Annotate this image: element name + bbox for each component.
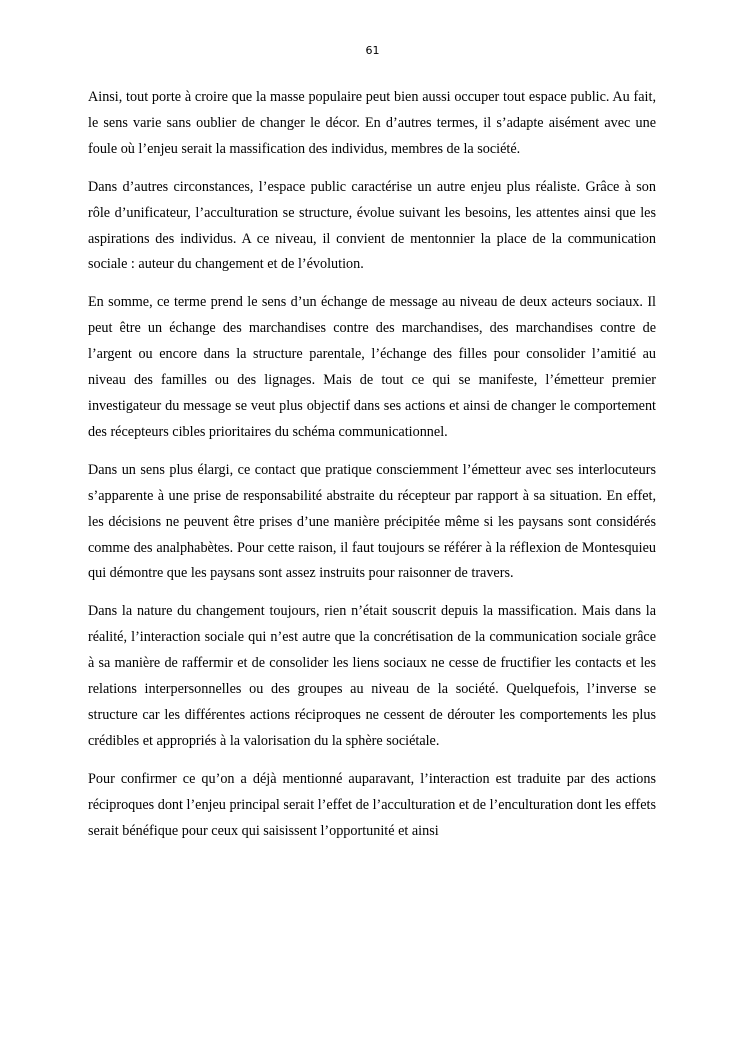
paragraph-continued: Pour confirmer ce qu’on a déjà mentionné auparavant, l’interaction est traduite par des actions réciproques dont l’enjeu principal serait l’effet de l’acculturation et de l’enculturation dont les effets serait bénéfique pour ceux qui saisissent l’opportunité et ainsi (88, 770, 656, 839)
paragraph: En somme, ce terme prend le sens d’un échange de message au niveau de deux acteurs sociaux. Il peut être un échange des marchandises contre des marchandises, des marchandises contre de l’argent ou encore dans la structure parentale, l’échange des filles pour consolider l’amitié au niveau des familles ou des lignages. Mais de tout ce qui se manifeste, l’émetteur premier investigateur du message se veut plus objectif dans ses actions et ainsi de changer le comportement des récepteurs cibles prioritaires du schéma communicationnel. (88, 294, 656, 440)
page-number: 61 (365, 44, 380, 57)
paragraph: Ainsi, tout porte à croire que la masse populaire peut bien aussi occuper tout espace public. Au fait, le sens varie sans oublier de changer le décor. En d’autres termes, il s’adapte aisément avec une foule où l’enjeu serait la massification des individus, membres de la société. (88, 89, 656, 157)
paragraph: Dans d’autres circonstances, l’espace public caractérise un autre enjeu plus réaliste. Grâce à son rôle d’unificateur, l’acculturation se structure, évolue suivant les besoins, les attentes ainsi que les aspirations des individus. A ce niveau, il convient de mentonnier la place de la communication sociale : auteur du changement et de l’évolution. (88, 178, 656, 273)
paragraph: Dans la nature du changement toujours, rien n’était souscrit depuis la massification. Mais dans la réalité, l’interaction sociale qui n’est autre que la concrétisation de la communication sociale grâce à sa manière de raffermir et de consolider les liens sociaux ne cesse de fructifier les contacts et les relations interpersonnelles ou des groupes au niveau de la société. Quelquefois, l’inverse se structure car les différentes actions réciproques ne cessent de dérouter les comportements les plus crédibles et appropriés à la valorisation du la sphère sociétale. (88, 603, 656, 749)
paragraph: Dans un sens plus élargi, ce contact que pratique consciemment l’émetteur avec ses interlocuteurs s’apparente à une prise de responsabilité abstraite du récepteur par rapport à sa situation. En effet, les décisions ne peuvent être prises d’une manière précipitée même si les paysans sont considérés comme des analphabètes. Pour cette raison, il faut toujours se référer à la réflexion de Montesquieu qui démontre que les paysans sont assez instruits pour raisonner de travers. (88, 461, 656, 582)
body-text (88, 85, 656, 856)
